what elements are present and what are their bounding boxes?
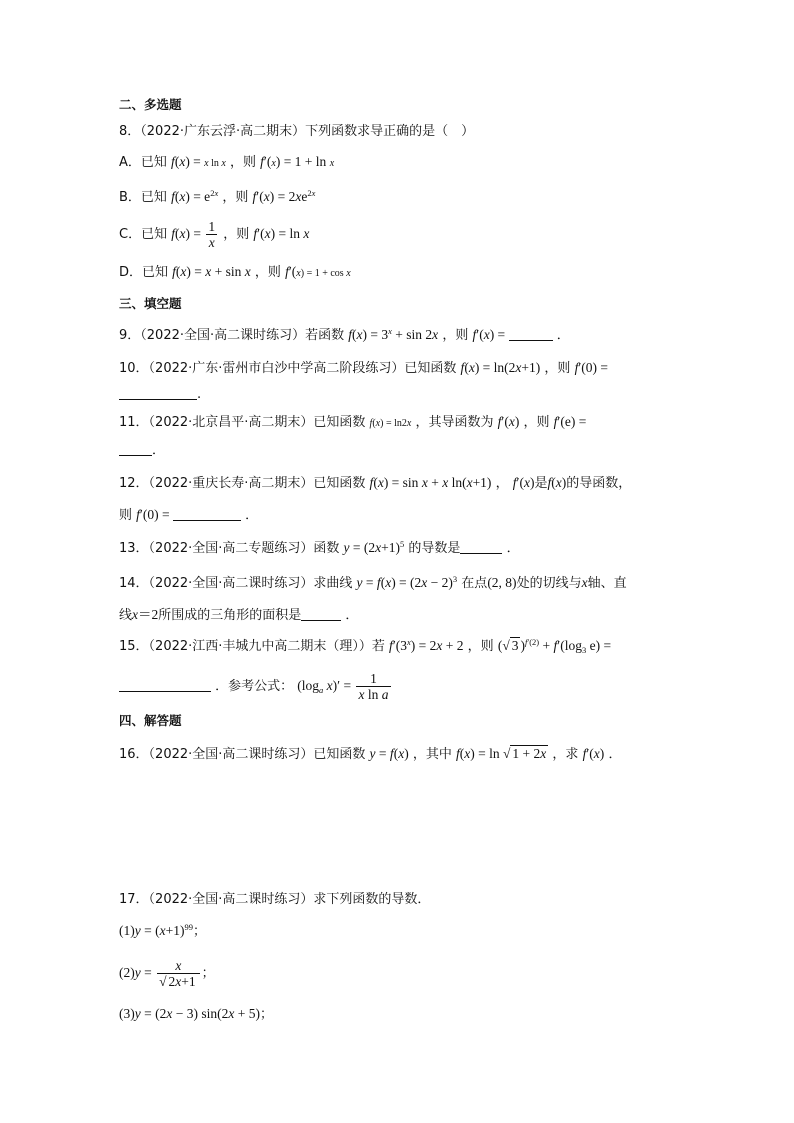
q11: 11．（2022·北京昌平·高二期末）已知函数 f(x) = ln2x ，其导函数为 f′(x) ，则 f′(e) =	[119, 414, 587, 430]
q10: 10．（2022·广东·雷州市白沙中学高二阶段练习）已知函数 f(x) = ln(2x+1) ，则 f′(0) =	[119, 360, 609, 376]
section-heading-fill: 三、填空题	[119, 296, 182, 311]
q14: 14．（2022·全国·高二课时练习）求曲线 $y = f(x) = (2x - 2)^3$ 在点(2, 8)处的切线与x轴、直	[119, 574, 627, 591]
q8-option-a: A．已知 f(x) = x ln x ，则 f′(x) = 1 + ln x	[119, 154, 335, 170]
q8-option-c: C．已知 f(x) = $\frac{1}{x}$ ，则 f′(x) = ln x	[119, 219, 310, 250]
q16: 16．（2022·全国·高二课时练习）已知函数 y = f(x) ，其中 f(x) = ln √ 1 + 2x ，求 f′(x) ．	[119, 746, 622, 762]
q8-option-b: B．已知 $f(x) = e^{2x}$ ，则 $f'(x) = 2xe^{2x}$	[119, 188, 316, 205]
q8-stem: 8．（2022·广东云浮·高二期末）下列函数求导正确的是（ ）	[119, 124, 475, 139]
q8-option-d: D．已知 f(x) = x + sin x ，则 f′(x) = 1 + cos x	[119, 264, 351, 280]
q9: 9．（2022·全国·高二课时练习）若函数 $f(x) = 3^x + \sin 2x$ ，则 f′(x) = ．	[119, 326, 570, 343]
q17-stem: 17．（2022·全国·高二课时练习）求下列函数的导数．	[119, 892, 431, 907]
q17-part1: $(1)y = (x+1)^{99}$；	[119, 922, 206, 939]
q17-part3: (3)y = (2x − 3) sin(2x + 5)；	[119, 1006, 273, 1022]
q13: 13．（2022·全国·高二专题练习）函数 $y = (2x+1)^5$ 的导数是 ．	[119, 539, 520, 556]
section-heading-multi: 二、多选题	[119, 97, 182, 112]
q15-line2: ．参考公式： ($\log_a$ x)′ = $\frac{1}{\text{x ln a}}$	[119, 670, 393, 703]
q10-answer-line: .	[119, 385, 201, 405]
q11-answer-line: ．	[119, 441, 165, 461]
section-heading-solve: 四、解答题	[119, 713, 182, 728]
q15: 15．（2022·江西·丰城九中高二期末（理））若 $f'(3^x) = 2x + 2$ ，则 (√ 3 )$^{f'(2)} + f'(\log_3$ e) =	[119, 637, 612, 655]
q14-line2: 线x＝2所围成的三角形的面积是 ．	[119, 607, 359, 623]
q17-part2: (2)y = $\frac{x}{√ 2x+1}$ ；	[119, 958, 215, 989]
q12-line2: 则 f′(0) = ．	[119, 507, 259, 523]
q12: 12．（2022·重庆长寿·高二期末）已知函数 f(x) = sin x + x ln(x+1) ， f′(x)是f(x)的导函数，	[119, 475, 632, 491]
